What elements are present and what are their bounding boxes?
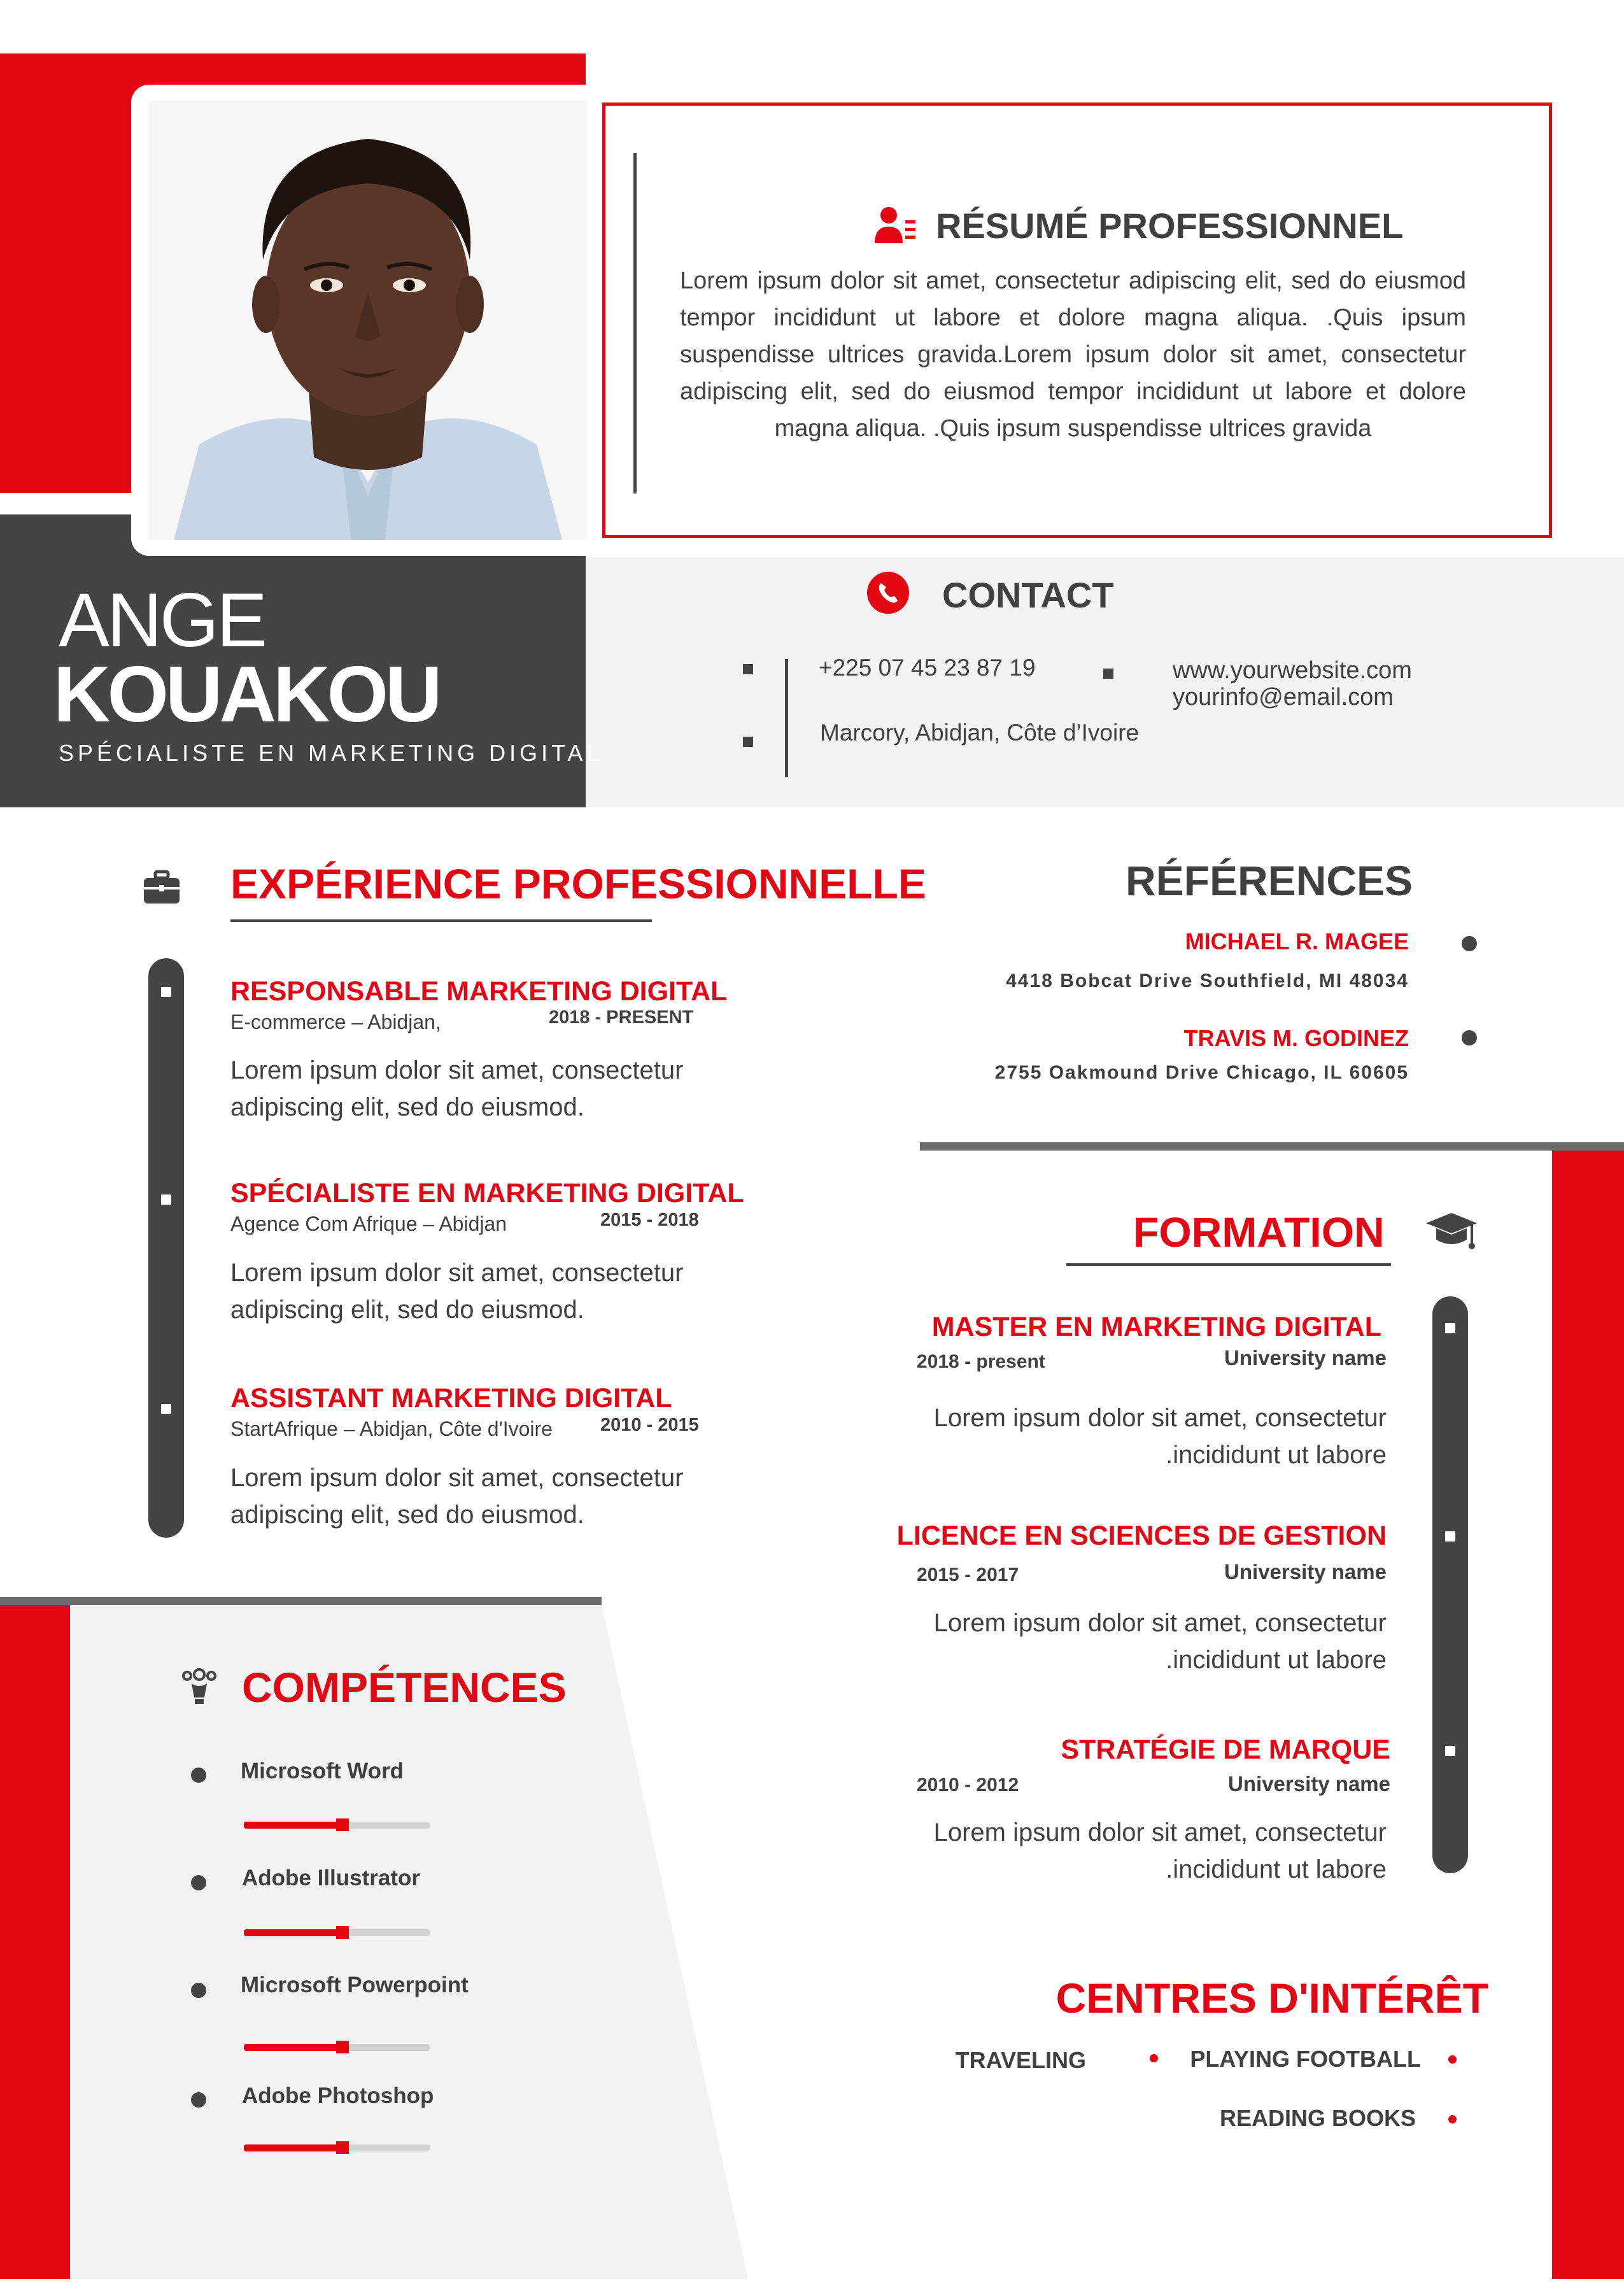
formation-red-stripe <box>1552 1151 1624 2279</box>
skills-heading: COMPÉTENCES <box>242 1664 567 1711</box>
experience-dates: 2018 - PRESENT <box>549 1007 694 1028</box>
experience-company: Agence Com Afrique – Abidjan <box>230 1212 507 1235</box>
last-name: KOUAKOU <box>53 651 439 739</box>
experience-description <box>230 1254 683 1328</box>
experience-timeline <box>148 958 184 1538</box>
experience-title: ASSISTANT MARKETING DIGITAL <box>230 1383 672 1414</box>
experience-dates: 2015 - 2018 <box>600 1210 699 1230</box>
skill-name: Adobe Illustrator <box>242 1866 421 1890</box>
experience-underline <box>230 919 652 922</box>
reference-name-text: MICHAEL R. MAGEE <box>1185 928 1409 954</box>
experience-dates: 2010 - 2015 <box>600 1415 699 1435</box>
formation-dates: 2018 - present <box>917 1351 1045 1372</box>
reference-name <box>828 928 1409 955</box>
skill-level-fill <box>244 2144 342 2151</box>
formation-degree: MASTER EN MARKETING DIGITAL <box>931 1312 1381 1342</box>
timeline-marker <box>1445 1746 1455 1756</box>
formation-description-line: .incididunt ut labore <box>1166 1855 1387 1883</box>
formation-school: University name <box>1224 1346 1387 1370</box>
user-list-icon <box>873 204 917 247</box>
reference-name-text: TRAVIS M. GODINEZ <box>1183 1025 1409 1051</box>
formation-description-line: .incididunt ut labore <box>1166 1646 1387 1674</box>
skill-level-fill <box>244 1822 342 1829</box>
contact-divider <box>785 659 788 777</box>
experience-description-line: Lorem ipsum dolor sit amet, consectetur <box>230 1056 684 1084</box>
summary-divider <box>633 153 637 493</box>
phone-icon <box>867 572 909 614</box>
formation-underline <box>1066 1263 1391 1266</box>
summary-heading: RÉSUMÉ PROFESSIONNEL <box>936 206 1404 246</box>
skills-bulb-icon <box>181 1667 217 1706</box>
reference-bullet <box>1462 936 1477 951</box>
summary-line-3: suspendisse ultrices gravida.Lorem ipsum dolor sit amet, consectetur <box>680 341 1466 368</box>
skill-level-knob <box>336 1926 349 1939</box>
references-heading: RÉFÉRENCES <box>1126 857 1413 904</box>
skills-red-stripe <box>0 1605 70 2279</box>
experience-description <box>230 1459 683 1533</box>
interest-item: READING BOOKS <box>1219 2105 1416 2131</box>
contact-address: Marcory, Abidjan, Côte d’Ivoire <box>820 719 1140 746</box>
skill-level-knob <box>336 2141 349 2154</box>
formation-dates: 2015 - 2017 <box>917 1564 1019 1585</box>
reference-address: 4418 Bobcat Drive Southfield, MI 48034 <box>1006 970 1409 991</box>
formation-school: University name <box>1224 1560 1387 1584</box>
skill-bullet <box>191 1768 206 1783</box>
graduation-cap-icon <box>1425 1207 1478 1260</box>
experience-description-line: Lorem ipsum dolor sit amet, consectetur <box>230 1464 684 1492</box>
skill-level-fill <box>244 2044 342 2051</box>
job-title: SPÉCIALISTE EN MARKETING DIGITAL <box>59 740 604 766</box>
formation-description <box>828 1814 1387 1888</box>
formation-description-line: .incididunt ut labore <box>1166 1441 1387 1469</box>
contact-website: www.yourwebsite.com <box>1173 657 1412 684</box>
summary-line-4: adipiscing elit, sed do eiusmod tempor incididunt ut labore et dolore <box>680 378 1466 405</box>
timeline-marker <box>1445 1323 1455 1333</box>
summary-line-1: Lorem ipsum dolor sit amet, consectetur adipiscing elit, sed do eiusmod <box>680 267 1466 294</box>
experience-title: RESPONSABLE MARKETING DIGITAL <box>230 976 728 1007</box>
interests-heading: CENTRES D'INTÉRÊT <box>1056 1974 1488 2022</box>
formation-degree: LICENCE EN SCIENCES DE GESTION <box>896 1520 1387 1551</box>
interest-bullet <box>1448 2115 1457 2123</box>
skills-top-rule <box>0 1597 602 1605</box>
experience-title: SPÉCIALISTE EN MARKETING DIGITAL <box>230 1178 744 1208</box>
timeline-marker <box>1445 1531 1455 1541</box>
formation-description <box>828 1605 1387 1678</box>
timeline-marker <box>161 1194 171 1205</box>
reference-address: 2755 Oakmound Drive Chicago, IL 60605 <box>994 1062 1409 1083</box>
skill-bullet <box>191 1875 206 1890</box>
first-name: ANGE <box>59 578 265 663</box>
profile-photo <box>148 101 588 540</box>
skill-bullet <box>191 2092 206 2108</box>
experience-heading: EXPÉRIENCE PROFESSIONNELLE <box>230 860 926 907</box>
skill-name: Adobe Photoshop <box>242 2083 434 2108</box>
contact-bullet <box>743 737 753 747</box>
formation-degree: STRATÉGIE DE MARQUE <box>1061 1734 1390 1765</box>
contact-email: yourinfo@email.com <box>1173 684 1394 711</box>
skill-name: Microsoft Powerpoint <box>241 1973 469 1997</box>
summary-line-5: magna aliqua. .Quis ipsum suspendisse ultrices gravida <box>774 415 1372 442</box>
timeline-marker <box>161 1404 171 1414</box>
reference-name <box>828 1025 1409 1052</box>
interest-bullet <box>1448 2055 1457 2064</box>
experience-description <box>230 1052 683 1126</box>
summary-line-2: tempor incididunt ut labore et dolore magna aliqua. .Quis ipsum <box>680 304 1466 331</box>
experience-description-line: adipiscing elit, sed do eiusmod. <box>230 1296 584 1324</box>
experience-company: StartAfrique – Abidjan, Côte d'Ivoire <box>230 1417 553 1440</box>
skill-level-knob <box>336 1818 349 1831</box>
formation-description <box>828 1400 1387 1473</box>
skill-name: Microsoft Word <box>241 1759 404 1783</box>
formation-timeline <box>1432 1296 1468 1873</box>
interest-item: PLAYING FOOTBALL <box>1190 2046 1421 2072</box>
experience-description-line: Lorem ipsum dolor sit amet, consectetur <box>230 1259 684 1287</box>
formation-top-rule <box>920 1142 1624 1151</box>
formation-description-line: Lorem ipsum dolor sit amet, consectetur <box>933 1818 1387 1846</box>
contact-phone: +225 07 45 23 87 19 <box>819 655 1036 681</box>
reference-bullet <box>1462 1030 1477 1045</box>
skill-level-fill <box>244 1929 342 1936</box>
contact-bullet <box>1103 669 1113 679</box>
skill-bullet <box>191 1983 206 1998</box>
formation-description-line: Lorem ipsum dolor sit amet, consectetur <box>933 1609 1387 1637</box>
contact-heading: CONTACT <box>942 575 1114 615</box>
briefcase-icon <box>143 869 181 906</box>
formation-description-line: Lorem ipsum dolor sit amet, consectetur <box>933 1404 1387 1432</box>
experience-description-line: adipiscing elit, sed do eiusmod. <box>230 1501 584 1529</box>
formation-heading: FORMATION <box>1133 1208 1385 1256</box>
experience-description-line: adipiscing elit, sed do eiusmod. <box>230 1093 584 1121</box>
formation-dates: 2010 - 2012 <box>917 1775 1019 1796</box>
contact-bullet <box>743 664 753 674</box>
experience-company: E-commerce – Abidjan, <box>230 1010 441 1033</box>
summary-text <box>680 262 1466 447</box>
formation-school: University name <box>1228 1772 1390 1796</box>
timeline-marker <box>161 987 171 997</box>
interest-item: TRAVELING <box>955 2047 1086 2073</box>
skill-level-knob <box>336 2041 349 2053</box>
